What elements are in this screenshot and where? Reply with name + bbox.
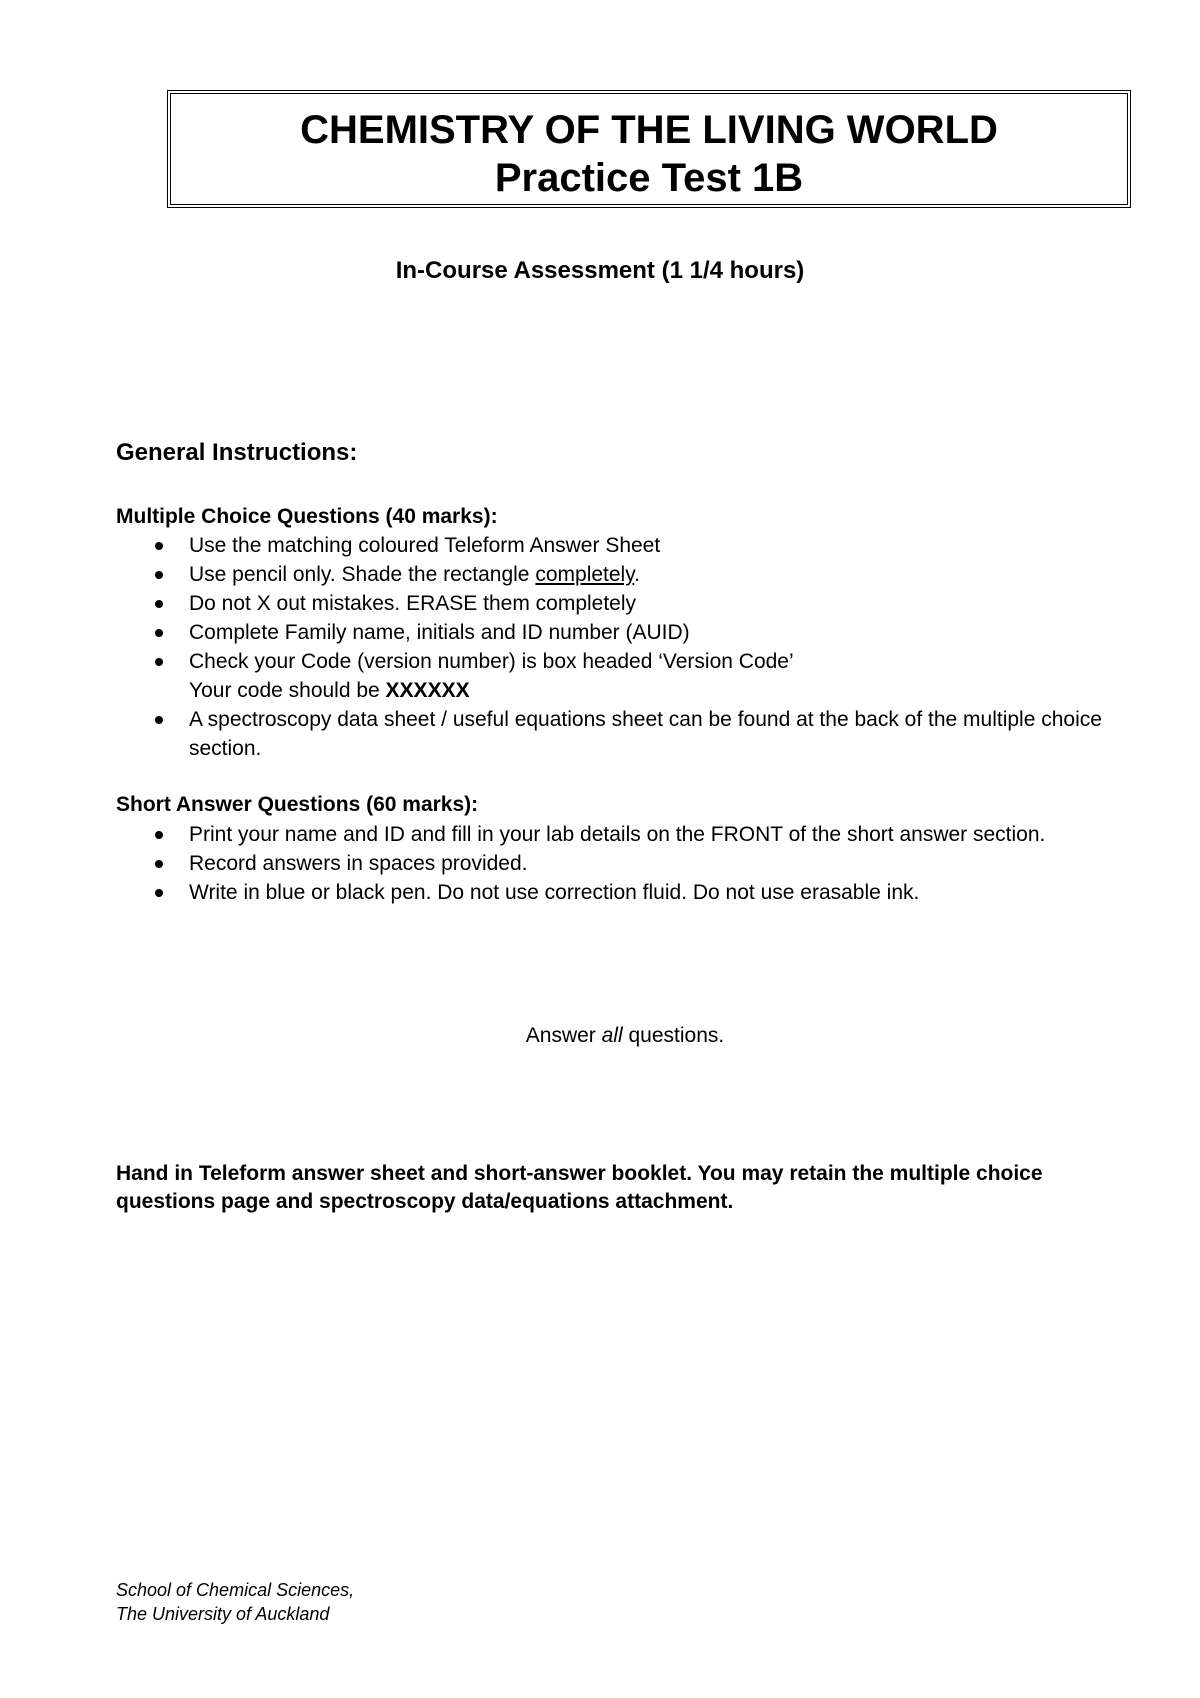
list-item: Check your Code (version number) is box headed ‘Version Code’ Your code should be XXXXXX bbox=[116, 647, 1116, 705]
emphasis-text: all bbox=[601, 1024, 623, 1047]
list-item: Do not X out mistakes. ERASE them completely bbox=[116, 589, 1116, 618]
list-item: Use the matching coloured Teleform Answer Sheet bbox=[116, 531, 1116, 560]
bullet-icon bbox=[155, 889, 163, 897]
version-code: XXXXXX bbox=[385, 679, 470, 702]
bullet-icon bbox=[155, 600, 163, 608]
bullet-icon bbox=[155, 571, 163, 579]
title-box bbox=[167, 90, 1131, 208]
footer-university: The University of Auckland bbox=[116, 1604, 330, 1624]
list-item: Write in blue or black pen. Do not use correction fluid. Do not use erasable ink. bbox=[116, 878, 1116, 907]
bullet-icon bbox=[155, 542, 163, 550]
mcq-instruction-list bbox=[116, 531, 1116, 763]
footer bbox=[116, 1578, 354, 1626]
list-item: A spectroscopy data sheet / useful equations sheet can be found at the back of the multiple choice section. bbox=[116, 705, 1116, 763]
general-instructions-heading: General Instructions: bbox=[116, 439, 358, 466]
list-item: Print your name and ID and fill in your lab details on the FRONT of the short answer section. bbox=[116, 820, 1116, 849]
answer-all-note: Answer all questions. bbox=[525, 1024, 725, 1047]
list-item: Use pencil only. Shade the rectangle completely. bbox=[116, 560, 1116, 589]
hand-in-instructions: Hand in Teleform answer sheet and short-answer booklet. You may retain the multiple choice questions page and spectroscopy data/equations attachment. bbox=[116, 1162, 1043, 1213]
mcq-heading: Multiple Choice Questions (40 marks): bbox=[116, 505, 498, 528]
bullet-icon bbox=[155, 860, 163, 868]
document-title: CHEMISTRY OF THE LIVING WORLD bbox=[300, 108, 998, 152]
assessment-duration: In-Course Assessment (1 1/4 hours) bbox=[395, 257, 805, 284]
document-subtitle-test: Practice Test 1B bbox=[494, 156, 804, 200]
bullet-icon bbox=[155, 831, 163, 839]
bullet-icon bbox=[155, 629, 163, 637]
code-line-label: Your code should be bbox=[189, 679, 386, 702]
emphasis-text: completely bbox=[535, 563, 635, 586]
saq-heading: Short Answer Questions (60 marks): bbox=[116, 793, 479, 816]
bullet-icon bbox=[155, 716, 163, 724]
list-item: Record answers in spaces provided. bbox=[116, 849, 1116, 878]
footer-school: School of Chemical Sciences, bbox=[116, 1580, 355, 1600]
saq-instruction-list bbox=[116, 820, 1116, 907]
list-item: Complete Family name, initials and ID number (AUID) bbox=[116, 618, 1116, 647]
bullet-icon bbox=[155, 658, 163, 666]
